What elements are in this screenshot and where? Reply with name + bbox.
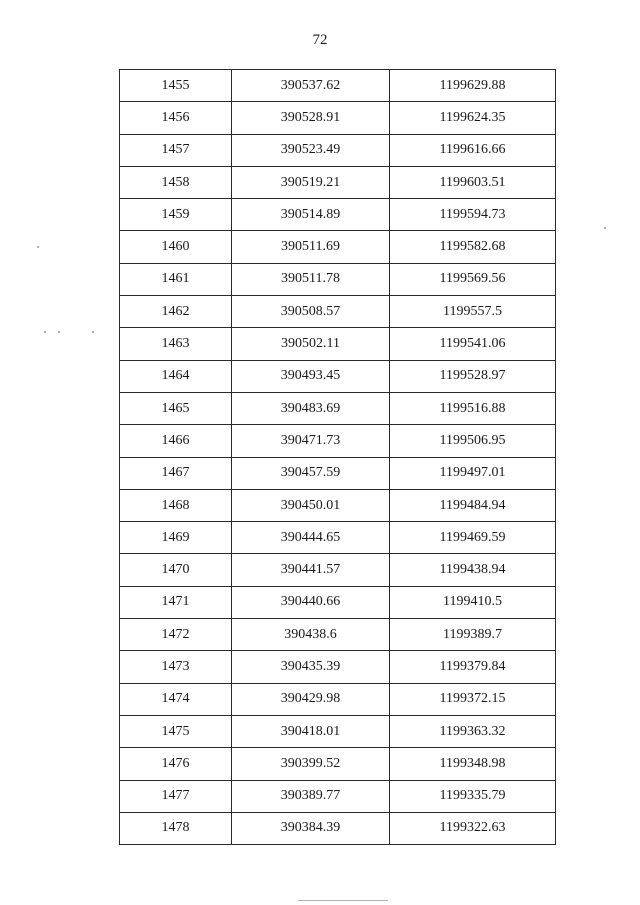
table-row bbox=[120, 780, 556, 812]
y-coordinate-cell: 1199528.97 bbox=[390, 360, 556, 392]
scan-speck bbox=[58, 331, 60, 333]
point-number-cell: 1468 bbox=[120, 489, 232, 521]
table-row bbox=[120, 812, 556, 844]
x-coordinate-cell: 390440.66 bbox=[232, 586, 390, 618]
point-number-cell: 1466 bbox=[120, 425, 232, 457]
scan-speck bbox=[92, 331, 94, 333]
point-number-cell: 1464 bbox=[120, 360, 232, 392]
table-row bbox=[120, 554, 556, 586]
scan-speck bbox=[44, 331, 46, 333]
table-row bbox=[120, 748, 556, 780]
y-coordinate-cell: 1199541.06 bbox=[390, 328, 556, 360]
y-coordinate-cell: 1199410.5 bbox=[390, 586, 556, 618]
point-number-cell: 1477 bbox=[120, 780, 232, 812]
point-number-cell: 1458 bbox=[120, 166, 232, 198]
y-coordinate-cell: 1199438.94 bbox=[390, 554, 556, 586]
x-coordinate-cell: 390528.91 bbox=[232, 102, 390, 134]
table-row bbox=[120, 102, 556, 134]
point-number-cell: 1470 bbox=[120, 554, 232, 586]
x-coordinate-cell: 390537.62 bbox=[232, 70, 390, 102]
point-number-cell: 1460 bbox=[120, 231, 232, 263]
coordinate-table-body bbox=[120, 70, 556, 845]
point-number-cell: 1471 bbox=[120, 586, 232, 618]
x-coordinate-cell: 390502.11 bbox=[232, 328, 390, 360]
table-row bbox=[120, 231, 556, 263]
point-number-cell: 1475 bbox=[120, 715, 232, 747]
point-number-cell: 1474 bbox=[120, 683, 232, 715]
y-coordinate-cell: 1199594.73 bbox=[390, 199, 556, 231]
table-row bbox=[120, 586, 556, 618]
point-number-cell: 1462 bbox=[120, 296, 232, 328]
y-coordinate-cell: 1199616.66 bbox=[390, 134, 556, 166]
table-row bbox=[120, 425, 556, 457]
table-row bbox=[120, 263, 556, 295]
point-number-cell: 1473 bbox=[120, 651, 232, 683]
point-number-cell: 1467 bbox=[120, 457, 232, 489]
y-coordinate-cell: 1199379.84 bbox=[390, 651, 556, 683]
point-number-cell: 1463 bbox=[120, 328, 232, 360]
table-row bbox=[120, 134, 556, 166]
table-row bbox=[120, 619, 556, 651]
x-coordinate-cell: 390441.57 bbox=[232, 554, 390, 586]
coordinate-table bbox=[119, 69, 556, 845]
table-row bbox=[120, 328, 556, 360]
y-coordinate-cell: 1199603.51 bbox=[390, 166, 556, 198]
scan-speck bbox=[604, 227, 606, 229]
table-row bbox=[120, 683, 556, 715]
x-coordinate-cell: 390384.39 bbox=[232, 812, 390, 844]
page-number: 72 bbox=[312, 32, 328, 48]
x-coordinate-cell: 390508.57 bbox=[232, 296, 390, 328]
y-coordinate-cell: 1199557.5 bbox=[390, 296, 556, 328]
x-coordinate-cell: 390523.49 bbox=[232, 134, 390, 166]
y-coordinate-cell: 1199506.95 bbox=[390, 425, 556, 457]
x-coordinate-cell: 390511.69 bbox=[232, 231, 390, 263]
x-coordinate-cell: 390444.65 bbox=[232, 522, 390, 554]
point-number-cell: 1459 bbox=[120, 199, 232, 231]
point-number-cell: 1476 bbox=[120, 748, 232, 780]
point-number-cell: 1461 bbox=[120, 263, 232, 295]
x-coordinate-cell: 390399.52 bbox=[232, 748, 390, 780]
x-coordinate-cell: 390429.98 bbox=[232, 683, 390, 715]
scan-edge-line bbox=[298, 900, 388, 901]
point-number-cell: 1469 bbox=[120, 522, 232, 554]
scan-speck bbox=[37, 246, 39, 248]
table-row bbox=[120, 70, 556, 102]
y-coordinate-cell: 1199624.35 bbox=[390, 102, 556, 134]
y-coordinate-cell: 1199372.15 bbox=[390, 683, 556, 715]
table-row bbox=[120, 651, 556, 683]
y-coordinate-cell: 1199363.32 bbox=[390, 715, 556, 747]
x-coordinate-cell: 390471.73 bbox=[232, 425, 390, 457]
table-row bbox=[120, 392, 556, 424]
y-coordinate-cell: 1199497.01 bbox=[390, 457, 556, 489]
x-coordinate-cell: 390450.01 bbox=[232, 489, 390, 521]
x-coordinate-cell: 390493.45 bbox=[232, 360, 390, 392]
y-coordinate-cell: 1199484.94 bbox=[390, 489, 556, 521]
y-coordinate-cell: 1199335.79 bbox=[390, 780, 556, 812]
table-row bbox=[120, 522, 556, 554]
table-row bbox=[120, 457, 556, 489]
x-coordinate-cell: 390438.6 bbox=[232, 619, 390, 651]
x-coordinate-cell: 390519.21 bbox=[232, 166, 390, 198]
x-coordinate-cell: 390435.39 bbox=[232, 651, 390, 683]
table-row bbox=[120, 715, 556, 747]
table-row bbox=[120, 360, 556, 392]
point-number-cell: 1457 bbox=[120, 134, 232, 166]
y-coordinate-cell: 1199322.63 bbox=[390, 812, 556, 844]
x-coordinate-cell: 390457.59 bbox=[232, 457, 390, 489]
y-coordinate-cell: 1199389.7 bbox=[390, 619, 556, 651]
y-coordinate-cell: 1199516.88 bbox=[390, 392, 556, 424]
point-number-cell: 1456 bbox=[120, 102, 232, 134]
table-row bbox=[120, 489, 556, 521]
table-row bbox=[120, 199, 556, 231]
y-coordinate-cell: 1199348.98 bbox=[390, 748, 556, 780]
table-row bbox=[120, 296, 556, 328]
point-number-cell: 1455 bbox=[120, 70, 232, 102]
y-coordinate-cell: 1199629.88 bbox=[390, 70, 556, 102]
x-coordinate-cell: 390418.01 bbox=[232, 715, 390, 747]
x-coordinate-cell: 390514.89 bbox=[232, 199, 390, 231]
x-coordinate-cell: 390483.69 bbox=[232, 392, 390, 424]
table-row bbox=[120, 166, 556, 198]
point-number-cell: 1465 bbox=[120, 392, 232, 424]
y-coordinate-cell: 1199582.68 bbox=[390, 231, 556, 263]
x-coordinate-cell: 390389.77 bbox=[232, 780, 390, 812]
point-number-cell: 1472 bbox=[120, 619, 232, 651]
y-coordinate-cell: 1199469.59 bbox=[390, 522, 556, 554]
point-number-cell: 1478 bbox=[120, 812, 232, 844]
x-coordinate-cell: 390511.78 bbox=[232, 263, 390, 295]
y-coordinate-cell: 1199569.56 bbox=[390, 263, 556, 295]
